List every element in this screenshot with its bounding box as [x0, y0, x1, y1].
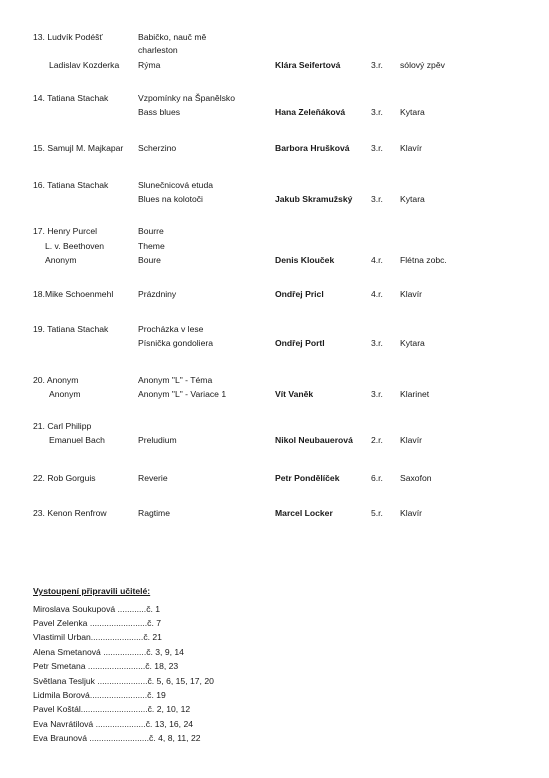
- performer: Ondřej Pricl: [275, 289, 324, 299]
- teacher-line: Pavel Zelenka ........................č. 7: [33, 618, 161, 628]
- performer: Denis Klouček: [275, 255, 335, 265]
- piece: Scherzino: [138, 143, 177, 153]
- instrument: Klarinet: [400, 389, 430, 399]
- instrument: Klavír: [400, 508, 422, 518]
- piece: Blues na kolotoči: [138, 194, 203, 204]
- instrument: Saxofon: [400, 473, 432, 483]
- composer: 23. Kenon Renfrow: [33, 508, 107, 518]
- piece: Babičko, nauč mě: [138, 32, 207, 42]
- instrument: Kytara: [400, 338, 425, 348]
- piece: Bass blues: [138, 107, 181, 117]
- teacher-line: Světlana Tesljuk .....................č. 5, 6, 15, 17, 20: [33, 676, 214, 686]
- piece: Reverie: [138, 473, 168, 483]
- composer: Emanuel Bach: [49, 435, 105, 445]
- performer: Ondřej Portl: [275, 338, 325, 348]
- piece: Bourre: [138, 226, 164, 236]
- instrument: Kytara: [400, 194, 425, 204]
- instrument: Klavír: [400, 435, 422, 445]
- composer: 21. Carl Philipp: [33, 421, 92, 431]
- teacher-line: Pavel Koštál............................č. 2, 10, 12: [33, 704, 191, 714]
- teacher-line: Petr Smetana ........................č. 18, 23: [33, 661, 179, 671]
- piece: Vzpomínky na Španělsko: [138, 93, 235, 103]
- teacher-line: Alena Smetanová ..................č. 3, 9, 14: [33, 647, 184, 657]
- piece: Prázdniny: [138, 289, 177, 299]
- grade: 5.r.: [371, 508, 383, 518]
- piece: Ragtime: [138, 508, 170, 518]
- composer: 20. Anonym: [33, 375, 79, 385]
- instrument: Klavír: [400, 289, 422, 299]
- teacher-line: Vlastimil Urban......................č. 21: [33, 632, 162, 642]
- teachers-heading: Vystoupení připravili učitelé:: [33, 586, 151, 596]
- piece: Procházka v lese: [138, 324, 204, 334]
- grade: 3.r.: [371, 143, 383, 153]
- composer: 15. Samujl M. Majkapar: [33, 143, 124, 153]
- teacher-line: Eva Navrátilová .....................č. 13, 16, 24: [33, 719, 194, 729]
- piece: charleston: [138, 45, 178, 55]
- composer: 14. Tatiana Stachak: [33, 93, 109, 103]
- performer: Nikol Neubauerová: [275, 435, 353, 445]
- grade: 2.r.: [371, 435, 383, 445]
- composer: Anonym: [45, 255, 77, 265]
- performer: Hana Zeleňáková: [275, 107, 346, 117]
- grade: 3.r.: [371, 338, 383, 348]
- grade: 3.r.: [371, 107, 383, 117]
- composer: Anonym: [49, 389, 81, 399]
- piece: Slunečnicová etuda: [138, 180, 214, 190]
- composer: Ladislav Kozderka: [49, 60, 120, 70]
- piece: Preludium: [138, 435, 177, 445]
- composer: 18.Mike Schoenmehl: [33, 289, 114, 299]
- composer: 16. Tatiana Stachak: [33, 180, 109, 190]
- teacher-line: Lidmila Borová........................č. 19: [33, 690, 166, 700]
- instrument: Klavír: [400, 143, 422, 153]
- teacher-line: Eva Braunová .........................č. 4, 8, 11, 22: [33, 733, 201, 743]
- composer: 17. Henry Purcel: [33, 226, 98, 236]
- grade: 3.r.: [371, 194, 383, 204]
- composer: 19. Tatiana Stachak: [33, 324, 109, 334]
- piece: Boure: [138, 255, 161, 265]
- performer: Petr Pondělíček: [275, 473, 340, 483]
- piece: Anonym "L" - Variace 1: [138, 389, 227, 399]
- composer: L. v. Beethoven: [45, 241, 105, 251]
- teacher-line: Miroslava Soukupová ............č. 1: [33, 604, 161, 614]
- composer: 13. Ludvík Podéšť: [33, 32, 103, 42]
- composer: 22. Rob Gorguis: [33, 473, 96, 483]
- performer: Vít Vaněk: [275, 389, 314, 399]
- performer: Marcel Locker: [275, 508, 333, 518]
- instrument: Flétna zobc.: [400, 255, 447, 265]
- performer: Klára Seifertová: [275, 60, 341, 70]
- piece: Theme: [138, 241, 165, 251]
- piece: Anonym "L" - Téma: [138, 375, 213, 385]
- piece: Rýma: [138, 60, 161, 70]
- performer: Jakub Skramužský: [275, 194, 353, 204]
- instrument: sólový zpěv: [400, 60, 445, 70]
- grade: 4.r.: [371, 255, 383, 265]
- grade: 6.r.: [371, 473, 383, 483]
- grade: 3.r.: [371, 389, 383, 399]
- piece: Písnička gondoliera: [138, 338, 214, 348]
- grade: 3.r.: [371, 60, 383, 70]
- grade: 4.r.: [371, 289, 383, 299]
- performer: Barbora Hrušková: [275, 143, 350, 153]
- instrument: Kytara: [400, 107, 425, 117]
